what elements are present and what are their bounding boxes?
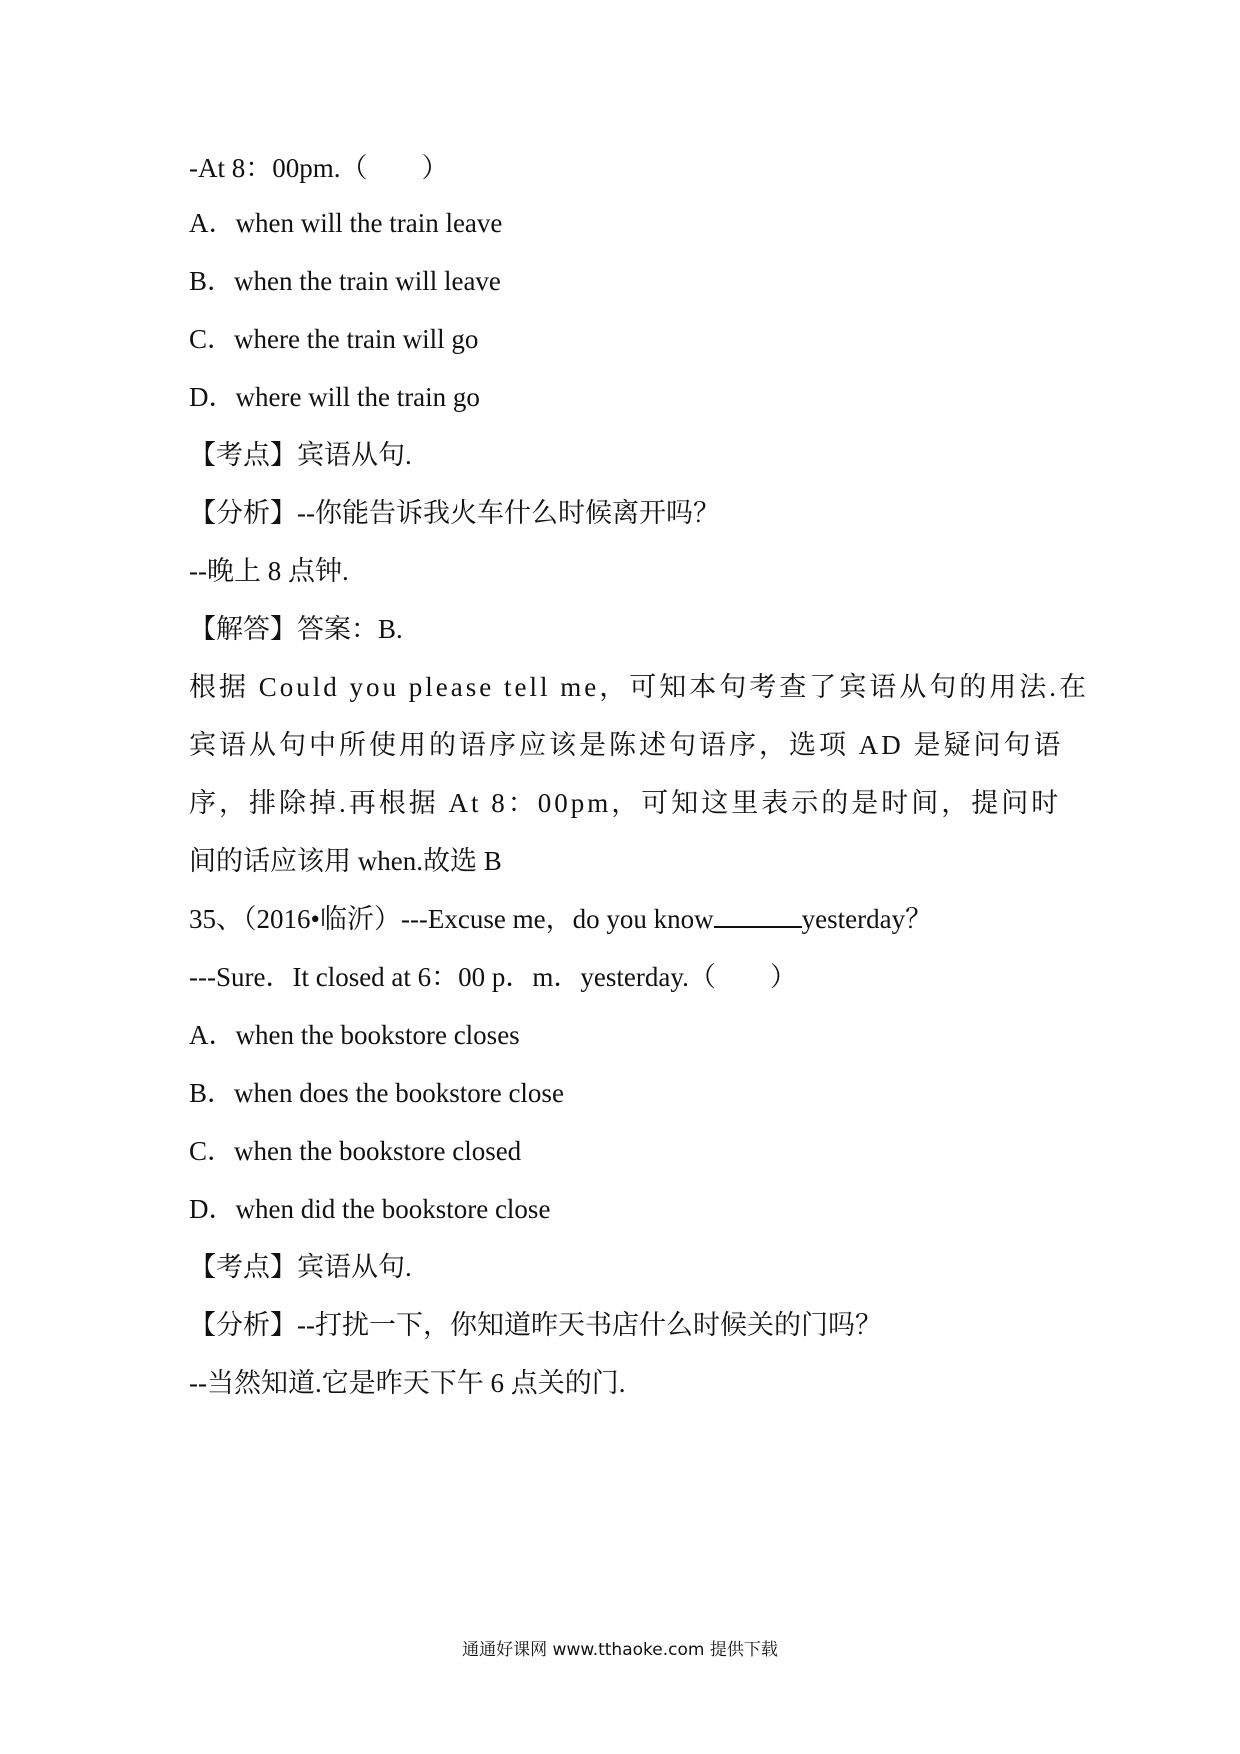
q34-option-b: B．when the train will leave xyxy=(189,266,501,296)
q34-kaodian: 【考点】宾语从句. xyxy=(189,440,412,470)
q34-option-a: A．when will the train leave xyxy=(189,208,503,238)
q35-stem-suffix: yesterday？ xyxy=(801,904,933,934)
q34-answer-line: -At 8：00pm.（ ） xyxy=(189,153,449,183)
q34-fenxi-2: --晚上 8 点钟. xyxy=(189,556,349,586)
q35-answer-line: ---Sure．It closed at 6：00 p．m．yesterday.（ ） xyxy=(189,962,797,992)
q34-option-d: D．where will the train go xyxy=(189,382,480,412)
q35-option-c: C．when the bookstore closed xyxy=(189,1136,522,1166)
q35-option-b: B．when does the bookstore close xyxy=(189,1078,564,1108)
q34-explanation-2: 宾语从句中所使用的语序应该是陈述句语序，选项 AD 是疑问句语 xyxy=(189,730,1064,760)
q34-explanation-3: 序，排除掉.再根据 At 8：00pm，可知这里表示的是时间，提问时 xyxy=(189,788,1062,818)
q34-explanation-4: 间的话应该用 when.故选 B xyxy=(189,846,502,876)
answer-blank xyxy=(714,904,802,928)
q35-stem xyxy=(189,901,932,937)
q35-fenxi-2: --当然知道.它是昨天下午 6 点关的门. xyxy=(189,1368,626,1398)
page-footer: 通通好课网 www.tthaoke.com 提供下载 xyxy=(462,1640,778,1660)
q35-option-d: D．when did the bookstore close xyxy=(189,1194,551,1224)
q34-fenxi: 【分析】--你能告诉我火车什么时候离开吗？ xyxy=(189,498,720,528)
q34-explanation-1: 根据 Could you please tell me，可知本句考查了宾语从句的用法.在 xyxy=(189,672,1089,702)
q34-jieda: 【解答】答案：B. xyxy=(189,614,403,644)
q35-stem-prefix: 35、（2016•临沂）---Excuse me，do you know xyxy=(189,904,714,934)
q35-kaodian: 【考点】宾语从句. xyxy=(189,1252,412,1282)
q34-option-c: C．where the train will go xyxy=(189,324,479,354)
q35-option-a: A．when the bookstore closes xyxy=(189,1020,520,1050)
q35-fenxi: 【分析】--打扰一下，你知道昨天书店什么时候关的门吗？ xyxy=(189,1310,882,1340)
